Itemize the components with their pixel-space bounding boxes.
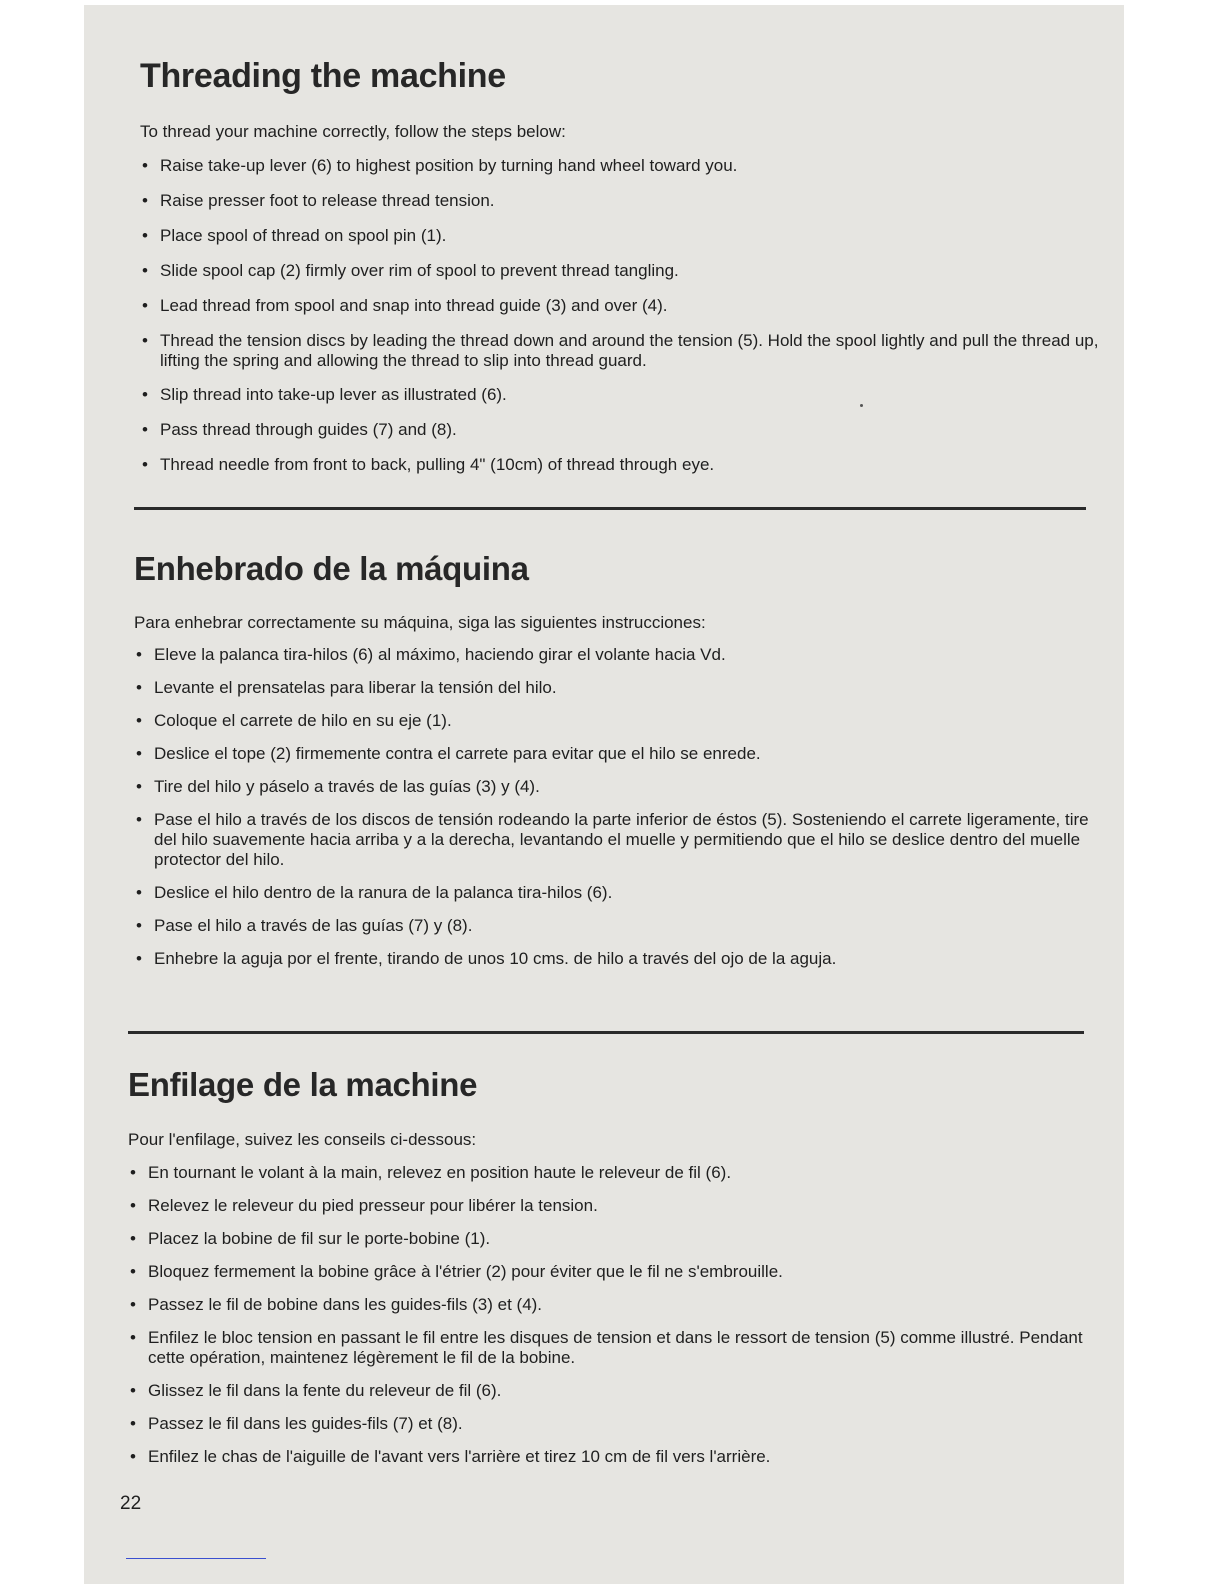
list-item: • Enfilez le chas de l'aiguille de l'avant vers l'arrière et tirez 10 cm de fil vers l'arrière. [130,1447,771,1466]
list-item: • Pase el hilo a través de los discos de tensión rodeando la parte inferior de éstos (5). Sosteniendo el carrete ligeramente, tire del hilo suavemente hacia arriba y a la derecha, levantando el muelle y permitiendo que el hilo se deslice dentro del muelle protector del hilo. [136,810,1089,869]
list-item: • Passez le fil de bobine dans les guides-fils (3) et (4). [130,1295,543,1314]
bullet-list [140,156,1100,475]
list-item: • Raise take-up lever (6) to highest position by turning hand wheel toward you. [142,156,738,175]
list-item: • En tournant le volant à la main, relevez en position haute le releveur de fil (6). [130,1163,732,1182]
section-english [140,57,1100,475]
list-item: • Placez la bobine de fil sur le porte-bobine (1). [130,1229,491,1248]
list-item: • Lead thread from spool and snap into thread guide (3) and over (4). [142,296,668,315]
list-item: • Place spool of thread on spool pin (1). [142,226,447,245]
list-item: • Bloquez fermement la bobine grâce à l'étrier (2) pour éviter que le fil ne s'embrouille. [130,1262,783,1281]
section-divider [134,507,1086,510]
list-item: • Coloque el carrete de hilo en su eje (1). [136,711,452,730]
list-item: • Levante el prensatelas para liberar la tensión del hilo. [136,678,557,697]
list-item: • Slide spool cap (2) firmly over rim of spool to prevent thread tangling. [142,261,679,280]
list-item: • Glissez le fil dans la fente du releveur de fil (6). [130,1381,502,1400]
section-spanish [134,550,1094,969]
section-heading: Enfilage de la machine [128,1066,478,1103]
section-intro: Pour l'enfilage, suivez les conseils ci-dessous: [128,1130,477,1149]
list-item: • Enfilez le bloc tension en passant le fil entre les disques de tension et dans le ressort de tension (5) comme illustré. Pendant cette opération, maintenez légèrement le fil de la bobine. [130,1328,1083,1367]
list-item: • Thread needle from front to back, pulling 4" (10cm) of thread through eye. [142,455,715,474]
bottom-link-underline [126,1558,266,1559]
list-item: • Deslice el hilo dentro de la ranura de la palanca tira-hilos (6). [136,883,613,902]
list-item: • Slip thread into take-up lever as illustrated (6). [142,385,507,404]
list-item: • Raise presser foot to release thread tension. [142,191,495,210]
section-heading: Enhebrado de la máquina [134,550,529,587]
list-item: • Enhebre la aguja por el frente, tirando de unos 10 cms. de hilo a través del ojo de la aguja. [136,949,837,968]
section-french [128,1066,1088,1467]
document-page [84,5,1124,1584]
list-item: • Thread the tension discs by leading the thread down and around the tension (5). Hold the spool lightly and pull the thread up, lifting the spring and allowing the thread to slip into thread guard. [142,331,1099,370]
section-intro: To thread your machine correctly, follow the steps below: [140,122,566,141]
list-item: • Pass thread through guides (7) and (8). [142,420,457,439]
list-item: • Relevez le releveur du pied presseur pour libérer la tension. [130,1196,598,1215]
section-intro: Para enhebrar correctamente su máquina, siga las siguientes instrucciones: [134,613,706,632]
list-item: • Tire del hilo y páselo a través de las guías (3) y (4). [136,777,540,796]
section-divider [128,1031,1084,1034]
section-heading: Threading the machine [140,57,506,95]
list-item: • Eleve la palanca tira-hilos (6) al máximo, haciendo girar el volante hacia Vd. [136,645,726,664]
list-item: • Deslice el tope (2) firmemente contra el carrete para evitar que el hilo se enrede. [136,744,761,763]
bullet-list [128,1163,1088,1467]
list-item: • Passez le fil dans les guides-fils (7) et (8). [130,1414,463,1433]
page-number: 22 [120,1493,142,1514]
bullet-list [134,645,1094,969]
list-item: • Pase el hilo a través de las guías (7) y (8). [136,916,473,935]
scan-speck [860,404,863,407]
